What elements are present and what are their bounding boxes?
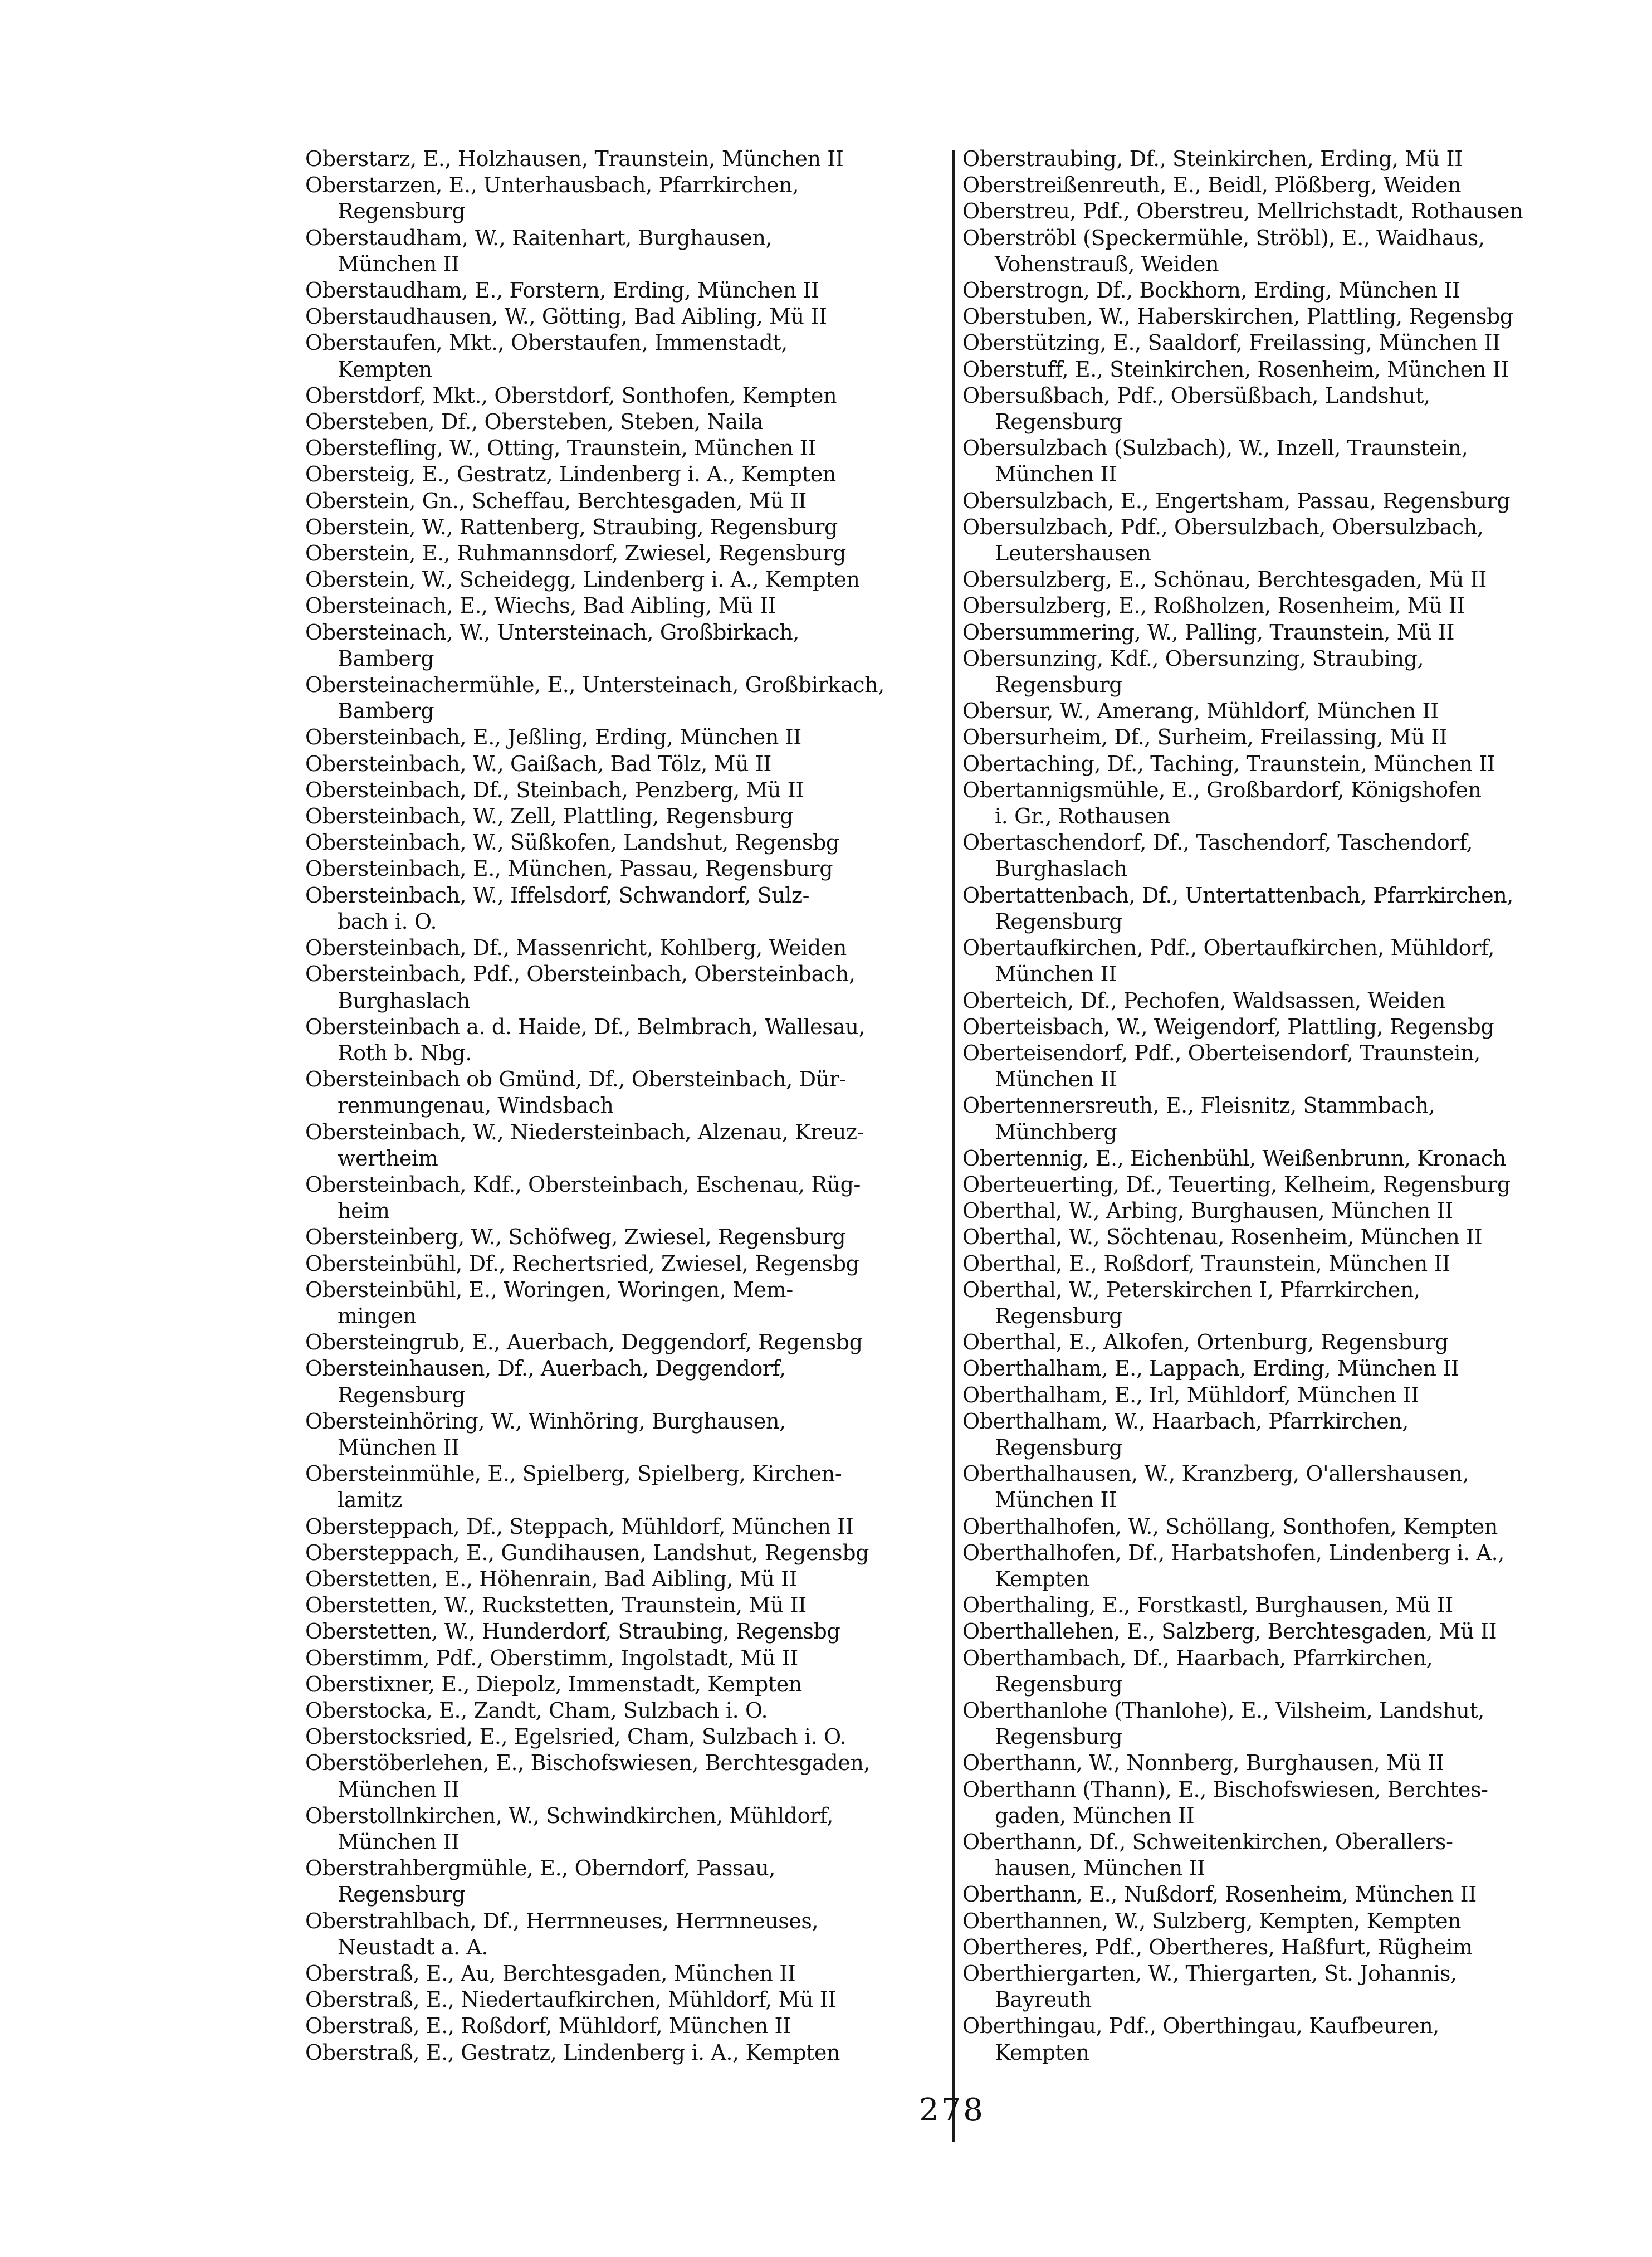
entry-continuation-line: Kempten xyxy=(995,1566,1089,1591)
gazetteer-entry xyxy=(962,1698,1631,1750)
gazetteer-entry xyxy=(305,225,946,277)
gazetteer-entry xyxy=(962,330,1631,356)
gazetteer-entry xyxy=(305,1566,946,1592)
entry-line: Obersteinbach, Df., Steinbach, Penzberg, Mü II xyxy=(305,777,804,802)
entry-line: Oberstreu, Pdf., Oberstreu, Mellrichstadt, Rothausen xyxy=(962,199,1523,224)
gazetteer-entry xyxy=(305,409,946,435)
gazetteer-entry xyxy=(962,1356,1631,1382)
gazetteer-entry xyxy=(305,724,946,750)
entry-line: Oberstuben, W., Haberskirchen, Plattling, Regensbg xyxy=(962,304,1513,329)
column-divider xyxy=(952,150,955,2142)
entry-line: Oberstocka, E., Zandt, Cham, Sulzbach i. O. xyxy=(305,1698,768,1723)
gazetteer-entry xyxy=(962,1934,1631,1961)
entry-line: Oberstetten, E., Höhenrain, Bad Aibling, Mü II xyxy=(305,1566,798,1591)
entry-line: Obersteppach, E., Gundihausen, Landshut, Regensbg xyxy=(305,1540,869,1565)
entry-continuation-line: Regensburg xyxy=(995,1435,1123,1460)
entry-continuation-line: München II xyxy=(338,1777,460,1802)
entry-line: Obertheres, Pdf., Obertheres, Haßfurt, Rügheim xyxy=(962,1934,1473,1959)
entry-line: Oberthal, W., Söchtenau, Rosenheim, München II xyxy=(962,1225,1483,1250)
gazetteer-entry xyxy=(962,514,1631,567)
gazetteer-entry xyxy=(305,1461,946,1513)
entry-line: Obersteingrub, E., Auerbach, Deggendorf, Regensbg xyxy=(305,1330,863,1355)
gazetteer-entry xyxy=(962,172,1631,198)
entry-line: Oberstöberlehen, E., Bischofswiesen, Berchtesgaden, xyxy=(305,1751,871,1776)
entry-continuation-line: München II xyxy=(338,1830,460,1854)
entry-line: Oberthiergarten, W., Thiergarten, St. Johannis, xyxy=(962,1961,1457,1986)
entry-continuation-line: Bamberg xyxy=(338,646,434,671)
entry-line: Oberstaudham, E., Forstern, Erding, München II xyxy=(305,278,819,303)
entry-line: Oberstaudhausen, W., Götting, Bad Aibling, Mü II xyxy=(305,304,827,329)
entry-line: Oberstützing, E., Saaldorf, Freilassing, München II xyxy=(962,330,1501,355)
gazetteer-entry xyxy=(305,1592,946,1619)
entry-continuation-line: Regensburg xyxy=(338,1882,466,1907)
entry-line: Oberstaufen, Mkt., Oberstaufen, Immenstadt, xyxy=(305,330,788,355)
gazetteer-entry xyxy=(962,1329,1631,1356)
entry-line: Oberstraß, E., Au, Berchtesgaden, München II xyxy=(305,1961,796,1986)
entry-line: Oberteuerting, Df., Teuerting, Kelheim, Regensburg xyxy=(962,1172,1511,1197)
entry-line: Oberthingau, Pdf., Oberthingau, Kaufbeuren, xyxy=(962,2014,1439,2039)
gazetteer-entry xyxy=(305,856,946,882)
entry-line: Oberstein, W., Scheidegg, Lindenberg i. A., Kempten xyxy=(305,567,860,592)
entry-line: Oberstraß, E., Roßdorf, Mühldorf, München II xyxy=(305,2014,791,2039)
gazetteer-entry xyxy=(305,1619,946,1645)
gazetteer-entry xyxy=(962,383,1631,435)
entry-line: Obertaufkirchen, Pdf., Obertaufkirchen, Mühldorf, xyxy=(962,935,1495,961)
gazetteer-entry xyxy=(962,567,1631,593)
gazetteer-entry xyxy=(962,1224,1631,1250)
gazetteer-entry xyxy=(305,1961,946,1987)
entry-continuation-line: heim xyxy=(338,1198,390,1223)
entry-line: Obersulzbach, E., Engertsham, Passau, Regensburg xyxy=(962,488,1511,513)
entry-line: Obersteinach, W., Untersteinach, Großbirkach, xyxy=(305,620,800,645)
entry-line: Oberstraubing, Df., Steinkirchen, Erding, Mü II xyxy=(962,147,1463,171)
entry-line: Obersteinbach, W., Zell, Plattling, Regensburg xyxy=(305,804,793,829)
entry-line: Oberthalham, E., Lappach, Erding, München II xyxy=(962,1356,1459,1381)
gazetteer-entry xyxy=(962,830,1631,882)
entry-continuation-line: Bayreuth xyxy=(995,1987,1092,2012)
gazetteer-entry xyxy=(962,1461,1631,1513)
gazetteer-entry xyxy=(305,1329,946,1356)
gazetteer-entry xyxy=(962,1040,1631,1093)
gazetteer-entry xyxy=(962,988,1631,1014)
entry-line: Obertattenbach, Df., Untertattenbach, Pfarrkirchen, xyxy=(962,883,1513,908)
entry-continuation-line: Roth b. Nbg. xyxy=(338,1040,472,1065)
gazetteer-entry xyxy=(305,2013,946,2039)
entry-continuation-line: Regensburg xyxy=(338,199,466,224)
entry-line: Oberstixner, E., Diepolz, Immenstadt, Kempten xyxy=(305,1671,802,1697)
gazetteer-entry xyxy=(305,1698,946,1724)
entry-continuation-line: Regensburg xyxy=(995,672,1123,698)
entry-line: Oberstraß, E., Niedertaufkirchen, Mühldorf, Mü II xyxy=(305,1987,836,2012)
gazetteer-entry xyxy=(305,1251,946,1277)
entry-line: Oberteisendorf, Pdf., Oberteisendorf, Traunstein, xyxy=(962,1040,1480,1065)
entry-line: Oberstollnkirchen, W., Schwindkirchen, Mühldorf, xyxy=(305,1803,833,1828)
gazetteer-entry xyxy=(305,1908,946,1961)
entry-continuation-line: Kempten xyxy=(995,2040,1089,2065)
gazetteer-entry xyxy=(962,1592,1631,1619)
gazetteer-entry xyxy=(305,1540,946,1566)
gazetteer-entry xyxy=(962,488,1631,514)
entry-continuation-line: Burghaslach xyxy=(995,856,1127,881)
entry-line: Obersteinbach, Df., Massenricht, Kohlberg, Weiden xyxy=(305,935,847,961)
gazetteer-entry xyxy=(305,330,946,382)
gazetteer-entry xyxy=(305,277,946,304)
gazetteer-entry xyxy=(305,1356,946,1408)
entry-line: Obertaschendorf, Df., Taschendorf, Taschendorf, xyxy=(962,830,1473,855)
entry-line: Oberthal, E., Roßdorf, Traunstein, München II xyxy=(962,1251,1450,1276)
entry-line: Oberstimm, Pdf., Oberstimm, Ingolstadt, Mü II xyxy=(305,1645,798,1670)
entry-line: Oberstrahbergmühle, E., Oberndorf, Passau, xyxy=(305,1856,776,1881)
gazetteer-entry xyxy=(962,883,1631,935)
entry-line: Obersteig, E., Gestratz, Lindenberg i. A., Kempten xyxy=(305,462,836,487)
entry-line: Obersulzbach, Pdf., Obersulzbach, Obersulzbach, xyxy=(962,514,1484,539)
entry-continuation-line: Regensburg xyxy=(995,909,1123,934)
entry-continuation-line: München II xyxy=(338,251,460,276)
gazetteer-entry xyxy=(305,1671,946,1698)
entry-line: Oberthann (Thann), E., Bischofswiesen, Berchtes- xyxy=(962,1777,1488,1802)
gazetteer-entry xyxy=(305,803,946,830)
gazetteer-entry xyxy=(962,1145,1631,1172)
entry-line: Oberthal, W., Peterskirchen I, Pfarrkirchen, xyxy=(962,1277,1420,1302)
entry-line: Oberstarz, E., Holzhausen, Traunstein, München II xyxy=(305,147,844,171)
entry-line: Oberthann, W., Nonnberg, Burghausen, Mü II xyxy=(962,1751,1444,1776)
gazetteer-entry xyxy=(305,1119,946,1172)
entry-continuation-line: München II xyxy=(995,1488,1117,1513)
gazetteer-entry xyxy=(962,620,1631,646)
entry-line: Obersteinbach, Kdf., Obersteinbach, Eschenau, Rüg- xyxy=(305,1172,861,1197)
gazetteer-entry xyxy=(305,1987,946,2013)
entry-continuation-line: wertheim xyxy=(338,1145,438,1171)
gazetteer-entry xyxy=(962,1408,1631,1461)
entry-line: Obersunzing, Kdf., Obersunzing, Straubing, xyxy=(962,646,1424,671)
entry-line: Oberthannen, W., Sulzberg, Kempten, Kempten xyxy=(962,1908,1462,1933)
gazetteer-entry xyxy=(962,1908,1631,1934)
gazetteer-entry xyxy=(305,1014,946,1066)
entry-line: Oberstrahlbach, Df., Herrnneuses, Herrnneuses, xyxy=(305,1908,819,1933)
gazetteer-entry xyxy=(305,1750,946,1802)
gazetteer-entry xyxy=(305,1645,946,1671)
entry-line: Oberstreißenreuth, E., Beidl, Plößberg, Weiden xyxy=(962,173,1462,198)
entry-line: Obersteinbach ob Gmünd, Df., Obersteinbach, Dür- xyxy=(305,1067,847,1092)
gazetteer-entry xyxy=(962,2013,1631,2065)
entry-line: Oberstarzen, E., Unterhausbach, Pfarrkirchen, xyxy=(305,173,799,198)
entry-line: Oberthann, E., Nußdorf, Rosenheim, München II xyxy=(962,1882,1477,1907)
entry-line: Oberthalhofen, W., Schöllang, Sonthofen, Kempten xyxy=(962,1514,1498,1539)
gazetteer-entry xyxy=(962,1961,1631,2013)
gazetteer-entry xyxy=(962,435,1631,488)
gazetteer-entry xyxy=(305,830,946,856)
gazetteer-entry xyxy=(305,2040,946,2066)
gazetteer-entry xyxy=(305,1803,946,1855)
entry-line: Oberstetten, W., Ruckstetten, Traunstein, Mü II xyxy=(305,1593,807,1618)
entry-line: Obersteinbach, W., Gaißach, Bad Tölz, Mü II xyxy=(305,751,772,776)
entry-line: Oberstuff, E., Steinkirchen, Rosenheim, München II xyxy=(962,357,1509,382)
entry-line: Oberthalham, W., Haarbach, Pfarrkirchen, xyxy=(962,1408,1409,1434)
entry-line: Obersteinachermühle, E., Untersteinach, Großbirkach, xyxy=(305,672,884,698)
gazetteer-entry xyxy=(305,1172,946,1224)
gazetteer-entry xyxy=(962,1750,1631,1776)
gazetteer-entry xyxy=(962,1540,1631,1592)
gazetteer-entry xyxy=(305,1066,946,1119)
entry-line: Obersteinbach, W., Süßkofen, Landshut, Regensbg xyxy=(305,830,839,855)
entry-line: Oberthalhofen, Df., Harbatshofen, Lindenberg i. A., xyxy=(962,1540,1504,1565)
entry-continuation-line: Regensburg xyxy=(338,1382,466,1407)
gazetteer-entry xyxy=(962,1198,1631,1224)
entry-line: Obersteinberg, W., Schöfweg, Zwiesel, Regensburg xyxy=(305,1225,846,1250)
entry-line: Obersulzberg, E., Roßholzen, Rosenheim, Mü II xyxy=(962,593,1465,618)
gazetteer-entry xyxy=(305,961,946,1013)
gazetteer-entry xyxy=(305,146,946,172)
gazetteer-entry xyxy=(305,1408,946,1461)
entry-line: Obersteinbach, E., Jeßling, Erding, München II xyxy=(305,725,801,750)
entry-line: Obersteinmühle, E., Spielberg, Spielberg, Kirchen- xyxy=(305,1461,842,1486)
entry-line: Obertennig, E., Eichenbühl, Weißenbrunn, Kronach xyxy=(962,1145,1506,1171)
entry-continuation-line: München II xyxy=(338,1435,460,1460)
entry-line: Obersurheim, Df., Surheim, Freilassing, Mü II xyxy=(962,725,1448,750)
entry-continuation-line: hausen, München II xyxy=(995,1856,1205,1881)
entry-line: Oberstein, W., Rattenberg, Straubing, Regensburg xyxy=(305,514,838,539)
gazetteer-entry xyxy=(305,777,946,803)
left-column xyxy=(305,146,946,2066)
entry-continuation-line: Bamberg xyxy=(338,699,434,724)
entry-line: Obersteinbach, W., Niedersteinbach, Alzenau, Kreuz- xyxy=(305,1119,864,1144)
entry-line: Obersteinhöring, W., Winhöring, Burghausen, xyxy=(305,1408,786,1434)
entry-continuation-line: Leutershausen xyxy=(995,541,1151,566)
entry-line: Obersteinbach, W., Iffelsdorf, Schwandorf, Sulz- xyxy=(305,883,810,908)
entry-line: Obertennersreuth, E., Fleisnitz, Stammbach, xyxy=(962,1093,1435,1118)
gazetteer-entry xyxy=(962,1619,1631,1645)
entry-line: Oberstrogn, Df., Bockhorn, Erding, München II xyxy=(962,278,1460,303)
gazetteer-entry xyxy=(305,514,946,540)
entry-continuation-line: Burghaslach xyxy=(338,988,470,1013)
entry-continuation-line: renmungenau, Windsbach xyxy=(338,1093,614,1118)
entry-line: Obertaching, Df., Taching, Traunstein, München II xyxy=(962,751,1495,776)
page-number: 278 xyxy=(919,2092,985,2128)
gazetteer-entry xyxy=(962,1881,1631,1908)
entry-line: Obersteinbühl, Df., Rechertsried, Zwiesel, Regensbg xyxy=(305,1251,859,1276)
entry-line: Obersummering, W., Palling, Traunstein, Mü II xyxy=(962,620,1455,645)
gazetteer-entry xyxy=(962,277,1631,304)
gazetteer-entry xyxy=(305,540,946,567)
gazetteer-entry xyxy=(305,935,946,961)
entry-line: Obersteinbach, E., München, Passau, Regensburg xyxy=(305,856,833,881)
gazetteer-entry xyxy=(305,488,946,514)
entry-line: Oberthallehen, E., Salzberg, Berchtesgaden, Mü II xyxy=(962,1619,1497,1644)
entry-continuation-line: lamitz xyxy=(338,1488,402,1513)
entry-line: Obersteben, Df., Obersteben, Steben, Naila xyxy=(305,410,764,435)
entry-line: Oberstein, Gn., Scheffau, Berchtesgaden, Mü II xyxy=(305,488,807,513)
entry-line: Obersur, W., Amerang, Mühldorf, München II xyxy=(962,699,1439,724)
gazetteer-entry xyxy=(962,593,1631,619)
entry-line: Obersteppach, Df., Steppach, Mühldorf, München II xyxy=(305,1514,854,1539)
right-column xyxy=(962,146,1631,2066)
entry-continuation-line: Regensburg xyxy=(995,1724,1123,1749)
gazetteer-entry xyxy=(305,1855,946,1908)
entry-line: Oberteich, Df., Pechofen, Waldsassen, Weiden xyxy=(962,988,1445,1013)
gazetteer-entry xyxy=(962,1645,1631,1698)
gazetteer-entry xyxy=(305,620,946,672)
gazetteer-entry xyxy=(962,1093,1631,1145)
entry-line: Oberteisbach, W., Weigendorf, Plattling, Regensbg xyxy=(962,1014,1494,1039)
gazetteer-entry xyxy=(962,198,1631,225)
gazetteer-entry xyxy=(962,304,1631,330)
entry-line: Oberströbl (Speckermühle, Ströbl), E., Waidhaus, xyxy=(962,225,1485,250)
entry-continuation-line: mingen xyxy=(338,1303,417,1328)
entry-continuation-line: Münchberg xyxy=(995,1119,1117,1144)
entry-continuation-line: gaden, München II xyxy=(995,1803,1195,1828)
gazetteer-entry xyxy=(305,1277,946,1329)
entry-continuation-line: Vohenstrauß, Weiden xyxy=(995,251,1219,276)
entry-line: Oberstdorf, Mkt., Oberstdorf, Sonthofen, Kempten xyxy=(305,383,837,408)
entry-line: Oberthalhausen, W., Kranzberg, O'allershausen, xyxy=(962,1461,1469,1486)
gazetteer-entry xyxy=(962,724,1631,750)
entry-line: Oberstein, E., Ruhmannsdorf, Zwiesel, Regensburg xyxy=(305,541,846,566)
gazetteer-entry xyxy=(305,1724,946,1750)
entry-continuation-line: bach i. O. xyxy=(338,909,437,934)
gazetteer-entry xyxy=(305,1224,946,1250)
entry-continuation-line: Regensburg xyxy=(995,410,1123,435)
gazetteer-entry xyxy=(962,935,1631,987)
entry-line: Obersulzbach (Sulzbach), W., Inzell, Traunstein, xyxy=(962,436,1468,461)
entry-line: Obertannigsmühle, E., Großbardorf, Königshofen xyxy=(962,777,1482,802)
entry-continuation-line: München II xyxy=(995,1067,1117,1092)
entry-line: Oberthal, W., Arbing, Burghausen, München II xyxy=(962,1198,1453,1223)
entry-continuation-line: München II xyxy=(995,462,1117,487)
entry-line: Obersulzberg, E., Schönau, Berchtesgaden, Mü II xyxy=(962,567,1487,592)
gazetteer-entry xyxy=(305,1514,946,1540)
entry-line: Oberthanlohe (Thanlohe), E., Vilsheim, Landshut, xyxy=(962,1698,1484,1723)
gazetteer-entry xyxy=(962,1251,1631,1277)
entry-line: Obersteinbach, Pdf., Obersteinbach, Obersteinbach, xyxy=(305,962,856,987)
entry-continuation-line: Regensburg xyxy=(995,1671,1123,1697)
entry-line: Obersußbach, Pdf., Obersüßbach, Landshut, xyxy=(962,383,1430,408)
gazetteer-entry xyxy=(305,593,946,619)
gazetteer-entry xyxy=(962,1172,1631,1198)
entry-continuation-line: Regensburg xyxy=(995,1303,1123,1328)
gazetteer-entry xyxy=(305,751,946,777)
gazetteer-entry xyxy=(962,357,1631,383)
gazetteer-entry xyxy=(962,1514,1631,1540)
entry-line: Oberstaudham, W., Raitenhart, Burghausen, xyxy=(305,225,773,250)
entry-continuation-line: Neustadt a. A. xyxy=(338,1934,488,1959)
gazetteer-entry xyxy=(305,435,946,461)
gazetteer-entry xyxy=(962,698,1631,724)
entry-line: Oberthaling, E., Forstkastl, Burghausen, Mü II xyxy=(962,1593,1453,1618)
entry-continuation-line: München II xyxy=(995,962,1117,987)
entry-continuation-line: i. Gr., Rothausen xyxy=(995,804,1170,829)
entry-line: Oberstraß, E., Gestratz, Lindenberg i. A., Kempten xyxy=(305,2040,840,2065)
gazetteer-entry xyxy=(305,672,946,724)
gazetteer-entry xyxy=(962,1014,1631,1040)
gazetteer-entry xyxy=(962,1277,1631,1329)
gazetteer-entry xyxy=(962,1777,1631,1829)
gazetteer-entry xyxy=(305,383,946,409)
gazetteer-entry xyxy=(962,225,1631,277)
entry-line: Oberthambach, Df., Haarbach, Pfarrkirchen, xyxy=(962,1645,1433,1670)
gazetteer-entry xyxy=(962,751,1631,777)
entry-line: Obersteinbach a. d. Haide, Df., Belmbrach, Wallesau, xyxy=(305,1014,866,1039)
gazetteer-entry xyxy=(962,1382,1631,1408)
gazetteer-entry xyxy=(962,646,1631,698)
entry-line: Obersteinach, E., Wiechs, Bad Aibling, Mü II xyxy=(305,593,776,618)
entry-line: Oberthalham, E., Irl, Mühldorf, München II xyxy=(962,1382,1419,1407)
gazetteer-entry xyxy=(962,1829,1631,1881)
entry-line: Oberstetten, W., Hunderdorf, Straubing, Regensbg xyxy=(305,1619,840,1644)
entry-continuation-line: Kempten xyxy=(338,357,432,382)
entry-line: Oberstocksried, E., Egelsried, Cham, Sulzbach i. O. xyxy=(305,1724,847,1749)
gazetteer-entry xyxy=(305,461,946,488)
entry-line: Oberthal, E., Alkofen, Ortenburg, Regensburg xyxy=(962,1330,1449,1355)
gazetteer-entry xyxy=(305,567,946,593)
gazetteer-entry xyxy=(962,777,1631,830)
gazetteer-entry xyxy=(305,172,946,225)
entry-line: Oberthann, Df., Schweitenkirchen, Oberallers- xyxy=(962,1830,1453,1854)
gazetteer-entry xyxy=(305,304,946,330)
entry-line: Obersteinbühl, E., Woringen, Woringen, Mem- xyxy=(305,1277,793,1302)
entry-line: Oberstefling, W., Otting, Traunstein, München II xyxy=(305,436,816,461)
entry-line: Obersteinhausen, Df., Auerbach, Deggendorf, xyxy=(305,1356,786,1381)
gazetteer-entry xyxy=(305,883,946,935)
gazetteer-entry xyxy=(962,146,1631,172)
